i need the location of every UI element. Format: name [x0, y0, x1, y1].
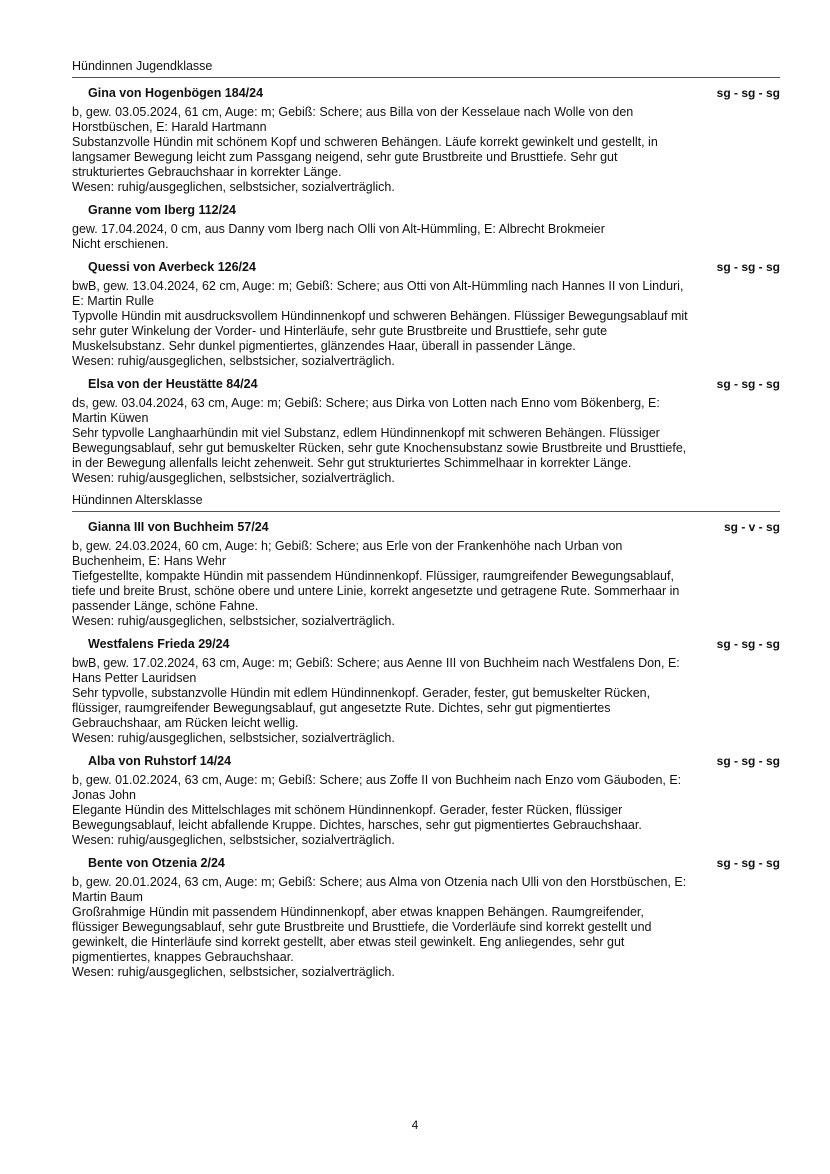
- entry-text-line: Nicht erschienen.: [72, 237, 169, 251]
- page-number: 4: [411, 1118, 419, 1132]
- entry-text-line: b, gew. 24.03.2024, 60 cm, Auge: h; Gebiß: Schere; aus Erle von der Frankenhöhe nach Urban von: [72, 539, 623, 553]
- entry-text-line: gew. 17.04.2024, 0 cm, aus Danny vom Iberg nach Olli von Alt-Hümmling, E: Albrecht Brokmeier: [72, 222, 605, 236]
- entry-text-line: gewinkelt, die Hinterläufe sind korrekt gestellt, aber etwas steil gewinkelt. Eng anliegendes, sehr gut: [72, 935, 625, 949]
- entry-text-line: bwB, gew. 17.02.2024, 63 cm, Auge: m; Gebiß: Schere; aus Aenne III von Buchheim nach Westfalens Don, E:: [72, 656, 680, 670]
- entry-text-line: Martin Baum: [72, 890, 143, 904]
- dog-entry: [72, 85, 780, 195]
- entry-text-line: Martin Küwen: [72, 411, 149, 425]
- entry-text-line: Großrahmige Hündin mit passendem Hündinnenkopf, aber etwas knappen Behängen. Raumgreifender,: [72, 905, 644, 919]
- entry-text-line: Substanzvolle Hündin mit schönem Kopf und schweren Behängen. Läufe korrekt gewinkelt und gestellt, in: [72, 135, 658, 149]
- entry-text-line: Wesen: ruhig/ausgeglichen, selbstsicher, sozialverträglich.: [72, 354, 395, 368]
- entry-text-line: bwB, gew. 13.04.2024, 62 cm, Auge: m; Gebiß: Schere; aus Otti von Alt-Hümmling nach Hannes II von Linduri,: [72, 279, 684, 293]
- entry-text-line: Wesen: ruhig/ausgeglichen, selbstsicher, sozialverträglich.: [72, 965, 395, 979]
- entry-text-line: Tiefgestellte, kompakte Hündin mit passendem Hündinnenkopf. Flüssiger, raumgreifender Bewegungsablauf,: [72, 569, 674, 583]
- entry-text-line: Horstbüschen, E: Harald Hartmann: [72, 120, 267, 134]
- entry-text-line: pigmentiertes, knappes Gebrauchshaar.: [72, 950, 294, 964]
- dog-entry: [72, 636, 780, 746]
- entry-text-line: Wesen: ruhig/ausgeglichen, selbstsicher, sozialverträglich.: [72, 180, 395, 194]
- rating: sg - sg - sg: [716, 377, 780, 391]
- dog-entry: [72, 753, 780, 848]
- rating: sg - sg - sg: [716, 856, 780, 870]
- dog-name: Alba von Ruhstorf 14/24: [88, 754, 232, 768]
- entry-text-line: strukturiertes Gebrauchshaar in korrekter Länge.: [72, 165, 342, 179]
- entry-text-line: Wesen: ruhig/ausgeglichen, selbstsicher, sozialverträglich.: [72, 471, 395, 485]
- entry-text-line: sehr guter Winkelung der Vorder- und Hinterläufe, sehr gute Brustbreite und Brusttiefe, sehr gute: [72, 324, 608, 338]
- entry-text-line: flüssiger Bewegungsablauf, sehr gute Brustbreite und Brusttiefe, die Vorderläufe sind korrekt gestellt und: [72, 920, 652, 934]
- dog-name: Granne vom Iberg 112/24: [88, 203, 236, 217]
- entry-text-line: Gebrauchshaar, am Rücken leicht wellig.: [72, 716, 299, 730]
- entry-text-line: Jonas John: [72, 788, 136, 802]
- entry-text-line: Bewegungsablauf, sehr gut bemuskelter Rücken, sehr gute Knochensubstanz sowie Brustbreite und Brusttiefe,: [72, 441, 687, 455]
- entry-header: [72, 753, 780, 769]
- dog-name: Westfalens Frieda 29/24: [88, 637, 230, 651]
- dog-entry: [72, 202, 780, 252]
- dog-entry: [72, 259, 780, 369]
- entry-header: [72, 376, 780, 392]
- rating: sg - sg - sg: [716, 86, 780, 100]
- entry-text-line: in der Bewegung allenfalls leicht zehenweit. Sehr gut strukturiertes Schimmelhaar in korrekter Länge.: [72, 456, 632, 470]
- entry-text-line: Muskelsubstanz. Sehr dunkel pigmentiertes, glänzendes Haar, überall in passender Länge.: [72, 339, 576, 353]
- entry-header: [72, 636, 780, 652]
- entry-text-line: b, gew. 03.05.2024, 61 cm, Auge: m; Gebiß: Schere; aus Billa von der Kesselaue nach Wolle von den: [72, 105, 634, 119]
- dog-name: Gianna III von Buchheim 57/24: [88, 520, 269, 534]
- rating: sg - sg - sg: [716, 260, 780, 274]
- section-title: Hündinnen Altersklasse: [72, 492, 780, 512]
- section-title: Hündinnen Jugendklasse: [72, 58, 780, 78]
- dog-name: Bente von Otzenia 2/24: [88, 856, 225, 870]
- entry-text-line: b, gew. 20.01.2024, 63 cm, Auge: m; Gebiß: Schere; aus Alma von Otzenia nach Ulli von den Horstbüschen, E:: [72, 875, 687, 889]
- entry-text-line: flüssiger, raumgreifender Bewegungsablauf, gut angesetzte Rute. Dichtes, sehr gut pigmentiertes: [72, 701, 611, 715]
- entry-text-line: b, gew. 01.02.2024, 63 cm, Auge: m; Gebiß: Schere; aus Zoffe II von Buchheim nach Enzo vom Gäuboden, E:: [72, 773, 682, 787]
- document-content: [72, 58, 780, 980]
- dog-name: Elsa von der Heustätte 84/24: [88, 377, 258, 391]
- entry-text-line: Sehr typvolle Langhaarhündin mit viel Substanz, edlem Hündinnenkopf mit schweren Behängen. Flüssiger: [72, 426, 660, 440]
- dog-entry: [72, 855, 780, 980]
- entry-text-line: Buchenheim, E: Hans Wehr: [72, 554, 227, 568]
- rating: sg - v - sg: [723, 520, 780, 534]
- entry-text-line: Wesen: ruhig/ausgeglichen, selbstsicher, sozialverträglich.: [72, 731, 395, 745]
- dog-entry: [72, 376, 780, 486]
- entry-header: [72, 259, 780, 275]
- entry-text-line: Wesen: ruhig/ausgeglichen, selbstsicher, sozialverträglich.: [72, 614, 395, 628]
- dog-entry: [72, 519, 780, 629]
- entry-header: [72, 85, 780, 101]
- rating: sg - sg - sg: [716, 637, 780, 651]
- entry-text-line: langsamer Bewegung leicht zum Passgang neigend, sehr gute Brustbreite und Brusttiefe. Sehr gut: [72, 150, 618, 164]
- entry-header: [72, 519, 780, 535]
- entry-header: [72, 202, 780, 218]
- dog-name: Quessi von Averbeck 126/24: [88, 260, 256, 274]
- rating: sg - sg - sg: [716, 754, 780, 768]
- entry-text-line: Bewegungsablauf, leicht abfallende Kruppe. Dichtes, harsches, sehr gut pigmentiertes Gebrauchshaar.: [72, 818, 642, 832]
- dog-name: Gina von Hogenbögen 184/24: [88, 86, 264, 100]
- entry-text-line: Typvolle Hündin mit ausdrucksvollem Hündinnenkopf und schweren Behängen. Flüssiger Bewegungsablauf mit: [72, 309, 688, 323]
- entry-text-line: E: Martin Rulle: [72, 294, 154, 308]
- entry-text-line: Sehr typvolle, substanzvolle Hündin mit edlem Hündinnenkopf. Gerader, fester, gut bemuskelter Rücken,: [72, 686, 651, 700]
- entry-text-line: passender Länge, schöne Fahne.: [72, 599, 259, 613]
- entry-text-line: ds, gew. 03.04.2024, 63 cm, Auge: m; Gebiß: Schere; aus Dirka von Lotten nach Enno vom Bökenberg, E:: [72, 396, 660, 410]
- entry-text-line: tiefe und breite Brust, schöne obere und untere Linie, korrekt angesetzte und getragene Rute. Sommerhaar in: [72, 584, 680, 598]
- entry-header: [72, 855, 780, 871]
- entry-text-line: Elegante Hündin des Mittelschlages mit schönem Hündinnenkopf. Gerader, fester Rücken, flüssiger: [72, 803, 623, 817]
- entry-text-line: Hans Petter Lauridsen: [72, 671, 197, 685]
- entry-text-line: Wesen: ruhig/ausgeglichen, selbstsicher, sozialverträglich.: [72, 833, 395, 847]
